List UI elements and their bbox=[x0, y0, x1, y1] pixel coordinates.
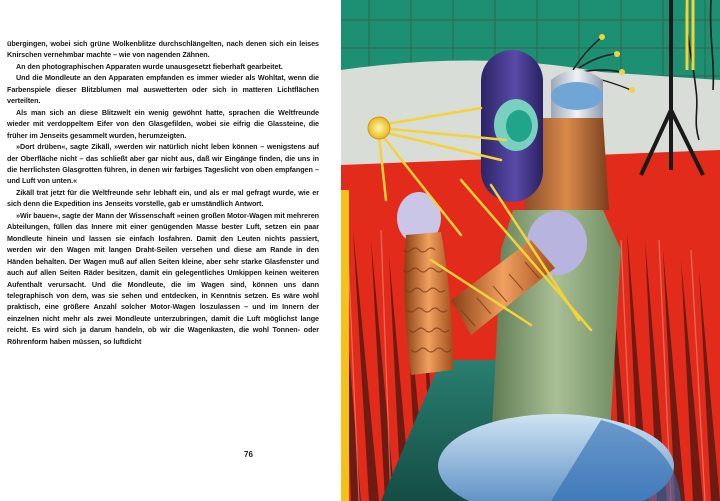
yellow-strip bbox=[341, 190, 349, 501]
helmet-eye-inner bbox=[506, 110, 532, 142]
paragraph: »Wir bauen«, sagte der Mann der Wissenschaft »einen großen Motor-Wagen mit mehreren Abteilungen, füllen das Innere mit einer genügenden Masse bester Luft, setzen ein paar Mondleute hinein und lassen sie einfach losfahren. Damit den Leuten nichts passiert, werden wir den Wagen mit langen Draht-Seilen versehen und diese am Rande in den Händen behalten. Der Wagen muß auf allen Seiten kleine, aber sehr starke Glasfenster und auch auf allen Seiten Räder besitzen, damit ein gelegentliches Umkippen keinen weiteren Aufenthalt verursacht. Und die Mondleute, die im Wagen sind, können uns dann telegraphisch von dem, was sie sehen und entdecken, in Kenntnis setzen. Es wäre wohl praktisch, eine größere Anzahl solcher Motor-Wagen loszulassen – und im Innern der einzelnen nicht mehr als zwei Mondleute unterzubringen, damit die Luft möglichst lange reicht. Es wird sich ja darum handeln, ob wir die Wagenkasten, die wohl Tonnen- oder Röhrenform haben müssen, so luftdicht bbox=[7, 210, 319, 346]
paragraph: Als man sich an diese Blitzwelt ein wenig gewöhnt hatte, sprachen die Weltfreunde wieder mit verdoppeltem Eifer von den Glasgefilden, wobei sie eifrig die Glassteine, die früher im Jenseits gesammelt wurden, herumzeigten. bbox=[7, 107, 319, 140]
text-page bbox=[0, 0, 341, 501]
sun-lamp bbox=[368, 117, 390, 139]
paragraph: übergingen, wobei sich grüne Wolkenblitze durchschlängelten, nach denen sich ein leises Knirschen vernehmbar machte – wie von nagenden Zähnen. bbox=[7, 39, 319, 60]
body-text bbox=[7, 38, 319, 347]
paragraph: An den photographischen Apparaten wurde unausgesetzt fieberhaft gearbeitet. bbox=[16, 61, 283, 71]
dome-visor bbox=[551, 82, 603, 110]
paragraph: Zikäll trat jetzt für die Weltfreunde sehr lebhaft ein, und als er mal gefragt wurde, wie er sich denn die Expedition ins Jenseits vorstelle, gab er umständlich Antwort. bbox=[7, 187, 319, 209]
paragraph: Und die Mondleute an den Apparaten empfanden es immer wieder als Wohltat, wenn die Farbenspiele dieser Blitzblumen mal auswetterten oder sich in matteren Lichtflächen verteilten. bbox=[7, 73, 319, 106]
illustration bbox=[341, 0, 720, 501]
page-number: 76 bbox=[244, 450, 253, 459]
paragraph: »Dort drüben«, sagte Zikäll, »werden wir natürlich nicht leben können – wenigstens auf der Oberfläche nicht – das schließt aber gar nicht aus, daß wir Eingänge finden, die uns in die herrlichsten Glasgrotten führen, in denen wir farbiges Tageslicht von oben empfangen – und Luft von unten.« bbox=[7, 142, 319, 186]
